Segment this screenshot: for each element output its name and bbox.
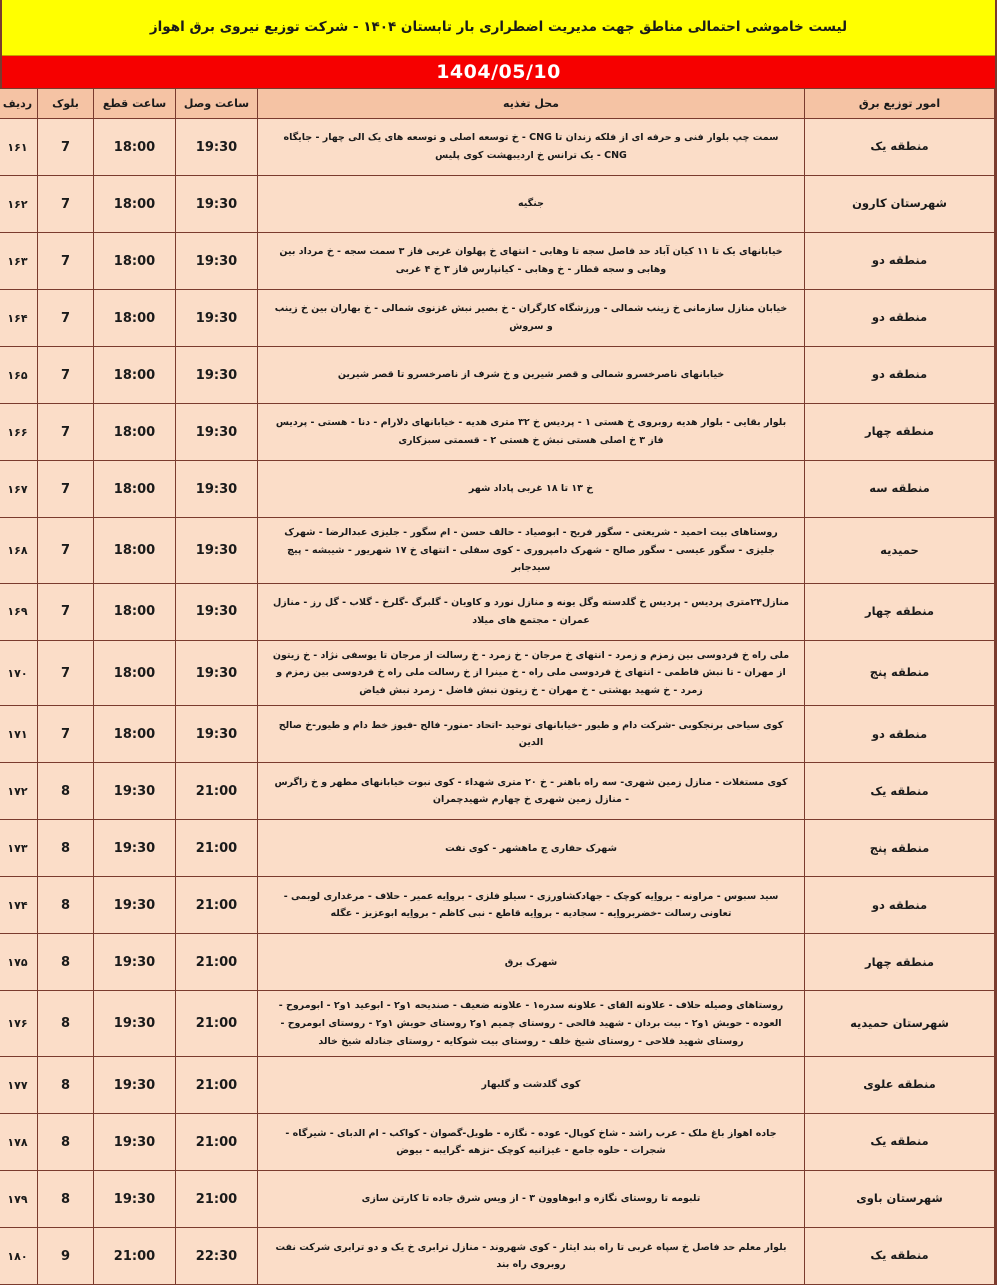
cell-on-time: 19:30	[176, 176, 258, 233]
cell-area: شهرستان حمیدیه	[805, 991, 995, 1057]
cell-block: 7	[38, 404, 94, 461]
cell-area: منطقه سه	[805, 461, 995, 518]
cell-feeder: ملی راه خ فردوسی بین زمزم و زمرد - انتهای خ مرجان - خ زمرد - خ رسالت از مرجان تا یوسفی نژاد - خ زیتون از مهران - تا نبش فاطمی - انتهای خ فردوسی ملی راه - خ مینرا از خ رسالت ملی راه خ فردوسی بین زمزم و زمرد - خ شهید بهشتی - خ مهران - خ زیتون نبش فاضل - زمرد نبش فیاض	[258, 640, 805, 706]
table-header-row	[0, 89, 995, 119]
cell-on-time: 21:00	[176, 1171, 258, 1228]
cell-index: ۱۷۰	[0, 640, 38, 706]
cell-off-time: 18:00	[94, 518, 176, 584]
cell-on-time: 19:30	[176, 518, 258, 584]
cell-area: منطقه یک	[805, 119, 995, 176]
table-row	[0, 404, 995, 461]
cell-on-time: 22:30	[176, 1228, 258, 1285]
table-row	[0, 461, 995, 518]
cell-area: شهرستان کارون	[805, 176, 995, 233]
cell-block: 8	[38, 1114, 94, 1171]
cell-block: 8	[38, 991, 94, 1057]
cell-on-time: 21:00	[176, 991, 258, 1057]
cell-index: ۱۶۲	[0, 176, 38, 233]
cell-feeder: بلوار معلم حد فاصل خ سپاه غربی تا راه بند ایثار - کوی شهروند - منازل ترابری خ یک و دو ترابری شرکت نفت روبروی راه بند	[258, 1228, 805, 1285]
table-body	[0, 119, 995, 1285]
cell-feeder: منازل۲۴متری پردیس - پردیس خ گلدسته وگل یونه و منازل نورد و کاویان - گلبرگ -گلرخ - گلاب - گل رز - منازل عمران - مجتمع های میلاد	[258, 583, 805, 640]
cell-index: ۱۶۹	[0, 583, 38, 640]
cell-index: ۱۷۲	[0, 763, 38, 820]
cell-area: منطقه پنج	[805, 640, 995, 706]
cell-off-time: 18:00	[94, 119, 176, 176]
table-row	[0, 640, 995, 706]
column-header-block: بلوک	[38, 89, 94, 119]
cell-area: منطقه پنج	[805, 820, 995, 877]
cell-block: 7	[38, 119, 94, 176]
schedule-date: 1404/05/10	[436, 61, 561, 83]
column-header-feeder: محل تغذیه	[258, 89, 805, 119]
cell-off-time: 19:30	[94, 1057, 176, 1114]
cell-on-time: 21:00	[176, 1057, 258, 1114]
cell-off-time: 18:00	[94, 583, 176, 640]
cell-feeder: سید سبوس - مراونه - برواِیه کوچک - جهادکشاورزی - سیلو فلزی - برواِیه عمیر - حلاف - مرغداری لوبمی - تعاونی رسالت -خضربرواِیه - سجادیه - برواِیه قاطع - نبی کاظم - برواِیه ابوعزیز - عگله	[258, 877, 805, 934]
cell-area: منطقه دو	[805, 706, 995, 763]
cell-on-time: 19:30	[176, 461, 258, 518]
table-row	[0, 176, 995, 233]
cell-on-time: 19:30	[176, 404, 258, 461]
cell-block: 8	[38, 934, 94, 991]
cell-feeder: شهرک برق	[258, 934, 805, 991]
table-row	[0, 518, 995, 584]
cell-feeder: روستاهای وصیله حلاف - علاونه القای - علاونه سدره۱ - علاونه ضعیف - صندیحه ۱و۲ - ابوعید ۱و۲ - ابومروح - العوده - حویش ۱و۲ - بیت بردان - شهید فالحی - روستای چمیم ۱و۲ روستای حویش ۱و۲ - روستای ابومروح - روستای شهید فلاحی - روستای شیخ خلف - روستای بیت شوکایه - روستای جنادله شیخ خالد	[258, 991, 805, 1057]
outage-table	[0, 88, 995, 1285]
cell-area: منطقه دو	[805, 347, 995, 404]
cell-on-time: 21:00	[176, 1114, 258, 1171]
cell-index: ۱۶۵	[0, 347, 38, 404]
cell-off-time: 19:30	[94, 991, 176, 1057]
cell-on-time: 19:30	[176, 119, 258, 176]
cell-on-time: 19:30	[176, 233, 258, 290]
cell-feeder: خ ۱۳ تا ۱۸ غربی پاداد شهر	[258, 461, 805, 518]
table-row	[0, 1171, 995, 1228]
cell-on-time: 21:00	[176, 820, 258, 877]
cell-block: 7	[38, 518, 94, 584]
table-row	[0, 706, 995, 763]
cell-feeder: شهرک حفاری ج ماهشهر - کوی نفت	[258, 820, 805, 877]
cell-area: شهرستان باوی	[805, 1171, 995, 1228]
cell-on-time: 19:30	[176, 583, 258, 640]
cell-area: منطقه دو	[805, 877, 995, 934]
table-row	[0, 1057, 995, 1114]
column-header-on-time: ساعت وصل	[176, 89, 258, 119]
cell-off-time: 21:00	[94, 1228, 176, 1285]
cell-on-time: 19:30	[176, 290, 258, 347]
title-banner	[2, 0, 995, 56]
cell-block: 7	[38, 347, 94, 404]
cell-index: ۱۶۶	[0, 404, 38, 461]
cell-index: ۱۶۴	[0, 290, 38, 347]
cell-feeder: خیابانهای یک تا ۱۱ کیان آباد حد فاصل سجه تا وهابی - انتهای خ پهلوان غربی فاز ۳ سمت سجه - خ مرداد بین وهابی و سجه قطار - خ وهابی - کیانپارس فاز ۳ خ ۴ غربی	[258, 233, 805, 290]
cell-feeder: خیابانهای ناصرخسرو شمالی و قصر شیرین و خ شرف از ناصرخسرو تا قصر شیرین	[258, 347, 805, 404]
cell-block: 8	[38, 877, 94, 934]
cell-off-time: 19:30	[94, 934, 176, 991]
date-banner	[2, 56, 995, 88]
cell-area: منطقه چهار	[805, 404, 995, 461]
cell-feeder: تلبومه تا روستای نگازه و ابوهاوون ۳ - از ویس شرق جاده تا کارتن سازی	[258, 1171, 805, 1228]
table-row	[0, 820, 995, 877]
cell-on-time: 21:00	[176, 763, 258, 820]
cell-on-time: 21:00	[176, 934, 258, 991]
cell-index: ۱۶۸	[0, 518, 38, 584]
table-row	[0, 1228, 995, 1285]
cell-on-time: 21:00	[176, 877, 258, 934]
cell-index: ۱۸۰	[0, 1228, 38, 1285]
cell-on-time: 19:30	[176, 640, 258, 706]
cell-block: 9	[38, 1228, 94, 1285]
cell-feeder: جاده اهواز باغ ملک - عرب راشد - شاخ کوپال- عوده - نگازه - طویل-گصوان - کواکب - ام الدبای - شیرگاه - شجرات - حلوه جامع - غیزانیه کوچک -نزهه -گرایبه - بیوض	[258, 1114, 805, 1171]
table-row	[0, 119, 995, 176]
cell-area: منطقه دو	[805, 290, 995, 347]
cell-off-time: 18:00	[94, 706, 176, 763]
cell-off-time: 19:30	[94, 763, 176, 820]
cell-off-time: 18:00	[94, 290, 176, 347]
cell-feeder: سمت چپ بلوار فنی و حرفه ای از فلکه زندان تا CNG - خ توسعه اصلی و توسعه های یک الی چهار - جایگاه CNG - یک ترانس خ اردیبهشت کوی پلیس	[258, 119, 805, 176]
cell-index: ۱۷۵	[0, 934, 38, 991]
cell-block: 8	[38, 1171, 94, 1228]
cell-block: 7	[38, 706, 94, 763]
cell-feeder: کوی مستغلات - منازل زمین شهری- سه راه باهنر - خ ۲۰ متری شهداء - کوی نبوت خیابانهای مطهر و خ زاگرس - منازل زمین شهری خ چهارم شهیدچمران	[258, 763, 805, 820]
cell-index: ۱۷۸	[0, 1114, 38, 1171]
cell-feeder: خیابان منازل سازمانی خ زینب شمالی - ورزشگاه کارگران - خ بصیر نبش غزنوی شمالی - خ بهاران بین خ زینب و سروش	[258, 290, 805, 347]
table-row	[0, 290, 995, 347]
cell-block: 7	[38, 176, 94, 233]
cell-area: منطقه چهار	[805, 583, 995, 640]
cell-block: 7	[38, 461, 94, 518]
column-header-index: ردیف	[0, 89, 38, 119]
table-row	[0, 991, 995, 1057]
cell-index: ۱۷۱	[0, 706, 38, 763]
table-row	[0, 233, 995, 290]
cell-area: منطقه یک	[805, 763, 995, 820]
cell-off-time: 18:00	[94, 404, 176, 461]
cell-off-time: 18:00	[94, 233, 176, 290]
column-header-off-time: ساعت قطع	[94, 89, 176, 119]
cell-area: منطقه چهار	[805, 934, 995, 991]
cell-block: 8	[38, 820, 94, 877]
cell-feeder: کوی گلدشت و گلبهار	[258, 1057, 805, 1114]
column-header-area: امور توزیع برق	[805, 89, 995, 119]
cell-on-time: 19:30	[176, 347, 258, 404]
cell-area: منطقه دو	[805, 233, 995, 290]
cell-feeder: کوی سیاحی برنجکوبی -شرکت دام و طیور -خیابانهای توحید -اتحاد -منور- فالح -فیوز خط دام و طیور-خ صالح الدین	[258, 706, 805, 763]
cell-index: ۱۷۹	[0, 1171, 38, 1228]
cell-block: 8	[38, 1057, 94, 1114]
cell-off-time: 19:30	[94, 820, 176, 877]
cell-off-time: 18:00	[94, 461, 176, 518]
cell-index: ۱۶۳	[0, 233, 38, 290]
table-row	[0, 877, 995, 934]
table-header	[0, 89, 995, 119]
table-row	[0, 1114, 995, 1171]
cell-index: ۱۷۶	[0, 991, 38, 1057]
cell-feeder: جنگیه	[258, 176, 805, 233]
cell-area: منطقه علوی	[805, 1057, 995, 1114]
cell-index: ۱۶۷	[0, 461, 38, 518]
cell-off-time: 18:00	[94, 640, 176, 706]
table-row	[0, 763, 995, 820]
cell-block: 7	[38, 640, 94, 706]
table-row	[0, 583, 995, 640]
cell-index: ۱۷۳	[0, 820, 38, 877]
table-row	[0, 934, 995, 991]
cell-block: 7	[38, 290, 94, 347]
cell-block: 7	[38, 233, 94, 290]
cell-block: 7	[38, 583, 94, 640]
cell-off-time: 19:30	[94, 1114, 176, 1171]
cell-feeder: بلوار بقایی - بلوار هدیه روبروی خ هستی ۱ - پردیس خ ۳۲ متری هدیه - خیابانهای دلارام - دنا - هستی - پردیس فاز ۳ خ اصلی هستی نبش خ هستی ۲ - قسمتی سبزکاری	[258, 404, 805, 461]
cell-area: حمیدیه	[805, 518, 995, 584]
cell-index: ۱۷۷	[0, 1057, 38, 1114]
cell-area: منطقه یک	[805, 1114, 995, 1171]
cell-off-time: 18:00	[94, 176, 176, 233]
cell-off-time: 19:30	[94, 1171, 176, 1228]
cell-off-time: 19:30	[94, 877, 176, 934]
cell-index: ۱۷۴	[0, 877, 38, 934]
cell-feeder: روستاهای بیت احمید - شریعتی - سگور فریح - ابوصیاد - حالف حسن - ام سگور - جلیزی عبدالرضا - شهرک جلیزی - سگور عیسی - سگور صالح - شهرک دامپروری - کوی سفلی - انتهای خ ۱۷ شهریور - شیبشه - پیچ سیدجابر	[258, 518, 805, 584]
page-title: لیست خاموشی احتمالی مناطق جهت مدیریت اضطراری بار تابستان ۱۴۰۴ - شرکت توزیع نیروی برق اهواز	[149, 18, 848, 35]
cell-area: منطقه یک	[805, 1228, 995, 1285]
cell-block: 8	[38, 763, 94, 820]
cell-off-time: 18:00	[94, 347, 176, 404]
cell-on-time: 19:30	[176, 706, 258, 763]
table-row	[0, 347, 995, 404]
cell-index: ۱۶۱	[0, 119, 38, 176]
